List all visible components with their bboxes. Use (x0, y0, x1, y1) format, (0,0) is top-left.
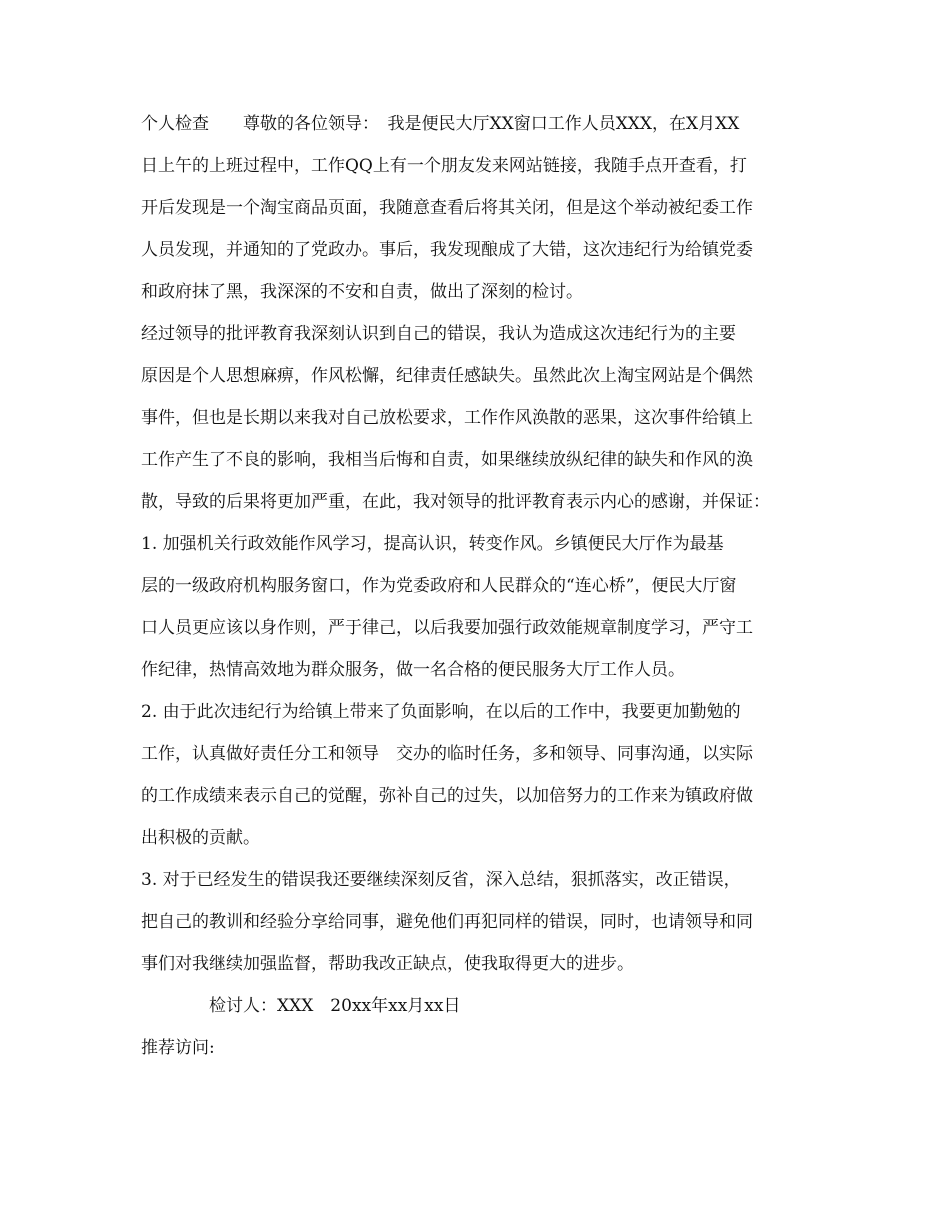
text-line: 散，导致的后果将更加严重，在此，我对领导的批评教育表示内心的感谢，并保证： (141, 492, 770, 512)
text-line: 1. 加强机关行政效能作风学习，提高认识，转变作风。乡镇便民大厅作为最基 (141, 534, 724, 554)
text-line: 层的一级政府机构服务窗口，作为党委政府和人民群众的“连心桥”，便民大厅窗 (141, 576, 737, 596)
text-line: 事们对我继续加强监督，帮助我改正缺点，使我取得更大的进步。 (141, 954, 634, 974)
text-line: 2. 由于此次违纪行为给镇上带来了负面影响，在以后的工作中，我要更加勤勉的 (141, 702, 741, 722)
text-line: 口人员更应该以身作则，严于律己，以后我要加强行政效能规章制度学习，严守工 (141, 618, 753, 638)
text-line: 日上午的上班过程中，工作QQ上有一个朋友发来网站链接，我随手点开查看，打 (141, 156, 747, 176)
text-line: 作纪律，热情高效地为群众服务，做一名合格的便民服务大厅工作人员。 (141, 660, 685, 680)
recommended-label: 推荐访问: (141, 1038, 215, 1058)
text-line: 工作，认真做好责任分工和领导 交办的临时任务，多和领导、同事沟通，以实际 (141, 744, 753, 764)
text-line: 开后发现是一个淘宝商品页面，我随意查看后将其关闭，但是这个举动被纪委工作 (141, 198, 753, 218)
text-line: 把自己的教训和经验分享给同事，避免他们再犯同样的错误，同时，也请领导和同 (141, 912, 753, 932)
text-line: 原因是个人思想麻痹，作风松懈，纪律责任感缺失。虽然此次上淘宝网站是个偶然 (141, 366, 753, 386)
signature-line: 检讨人：XXX 20xx年xx月xx日 (141, 996, 461, 1016)
text-line: 经过领导的批评教育我深刻认识到自己的错误，我认为造成这次违纪行为的主要 (141, 324, 736, 344)
text-line: 工作产生了不良的影响，我相当后悔和自责，如果继续放纵纪律的缺失和作风的涣 (141, 450, 753, 470)
text-line: 3. 对于已经发生的错误我还要继续深刻反省，深入总结，狠抓落实，改正错误， (141, 870, 741, 890)
text-line: 的工作成绩来表示自己的觉醒，弥补自己的过失，以加倍努力的工作来为镇政府做 (141, 786, 753, 806)
text-line: 事件，但也是长期以来我对自己放松要求，工作作风涣散的恶果，这次事件给镇上 (141, 408, 753, 428)
text-line: 出积极的贡献。 (141, 828, 260, 848)
text-line: 和政府抹了黑，我深深的不安和自责，做出了深刻的检讨。 (141, 282, 583, 302)
text-line: 人员发现，并通知的了党政办。事后，我发现酿成了大错，这次违纪行为给镇党委 (141, 240, 753, 260)
text-line: 个人检查 尊敬的各位领导： 我是便民大厅XX窗口工作人员XXX，在X月XX (141, 114, 740, 134)
